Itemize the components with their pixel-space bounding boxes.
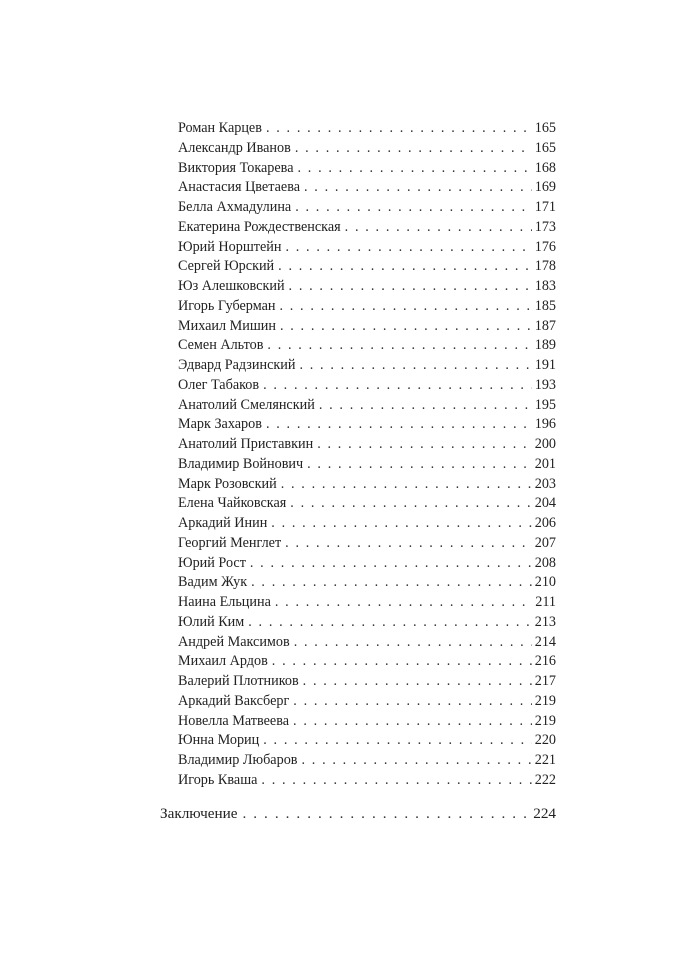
toc-entry-page-number: 203 — [534, 475, 556, 492]
toc-entry-title: Сергей Юрский — [178, 258, 275, 275]
toc-entry — [178, 178, 556, 198]
toc-entry — [178, 514, 556, 534]
toc-entry-page-number: 219 — [534, 712, 556, 729]
toc-entry — [178, 198, 556, 218]
toc-entry-page-number: 191 — [534, 357, 556, 373]
dot-leader — [295, 198, 532, 218]
toc-entry-title: Екатерина Рождественская — [178, 218, 341, 235]
dot-leader — [271, 514, 531, 534]
toc-entry-title: Александр Иванов — [178, 139, 291, 156]
toc-entry-title: Вадим Жук — [178, 574, 248, 591]
toc-entry-page-number: 176 — [534, 238, 556, 255]
dot-leader — [345, 218, 532, 238]
dot-leader — [263, 731, 531, 751]
dot-leader — [263, 376, 532, 396]
dot-leader — [280, 317, 532, 337]
dot-leader — [248, 613, 531, 633]
toc-entry-page-number: 220 — [534, 732, 556, 749]
toc-entry-title: Олег Табаков — [178, 376, 260, 393]
toc-entry — [178, 751, 556, 771]
dot-leader — [242, 803, 530, 825]
dot-leader — [285, 534, 532, 554]
toc-entry-page-number: 195 — [534, 396, 556, 413]
toc-entry-page-number: 211 — [535, 594, 556, 610]
toc-entry-title: Марк Захаров — [178, 416, 262, 433]
dot-leader — [290, 494, 531, 514]
toc-entry-title: Михаил Ардов — [178, 653, 268, 670]
toc-entry-title: Андрей Максимов — [178, 633, 290, 650]
toc-entry — [178, 277, 556, 297]
dot-leader — [298, 159, 532, 179]
dot-leader — [293, 712, 532, 732]
dot-leader — [285, 238, 531, 258]
dot-leader — [278, 257, 532, 277]
toc-entry-page-number: 185 — [534, 297, 556, 314]
toc-entry — [178, 297, 556, 317]
toc-entry-page-number: 204 — [534, 495, 556, 512]
toc-entry-title: Анатолий Приставкин — [178, 436, 314, 452]
toc-entry — [178, 356, 556, 376]
toc-entry-page-number: 187 — [534, 317, 556, 334]
toc-entry — [178, 672, 556, 692]
dot-leader — [304, 178, 532, 198]
toc-entry-title: Владимир Войнович — [178, 455, 304, 472]
toc-entry-page-number: 217 — [534, 673, 556, 689]
toc-entry-page-number: 213 — [534, 613, 556, 630]
toc-entry — [178, 633, 556, 653]
toc-entry-page-number: 208 — [534, 554, 556, 571]
toc-entry-title: Елена Чайковская — [178, 495, 287, 512]
toc-entry-title: Анастасия Цветаева — [178, 179, 301, 196]
toc-entry — [178, 593, 556, 613]
toc-entry-page-number: 169 — [534, 179, 556, 196]
toc-entry — [178, 573, 556, 593]
toc-entry-conclusion — [160, 803, 556, 825]
toc-entry — [178, 455, 556, 475]
toc-entry — [178, 692, 556, 712]
toc-entry-title: Валерий Плотников — [178, 673, 299, 689]
toc-entry-page-number: 193 — [534, 376, 556, 393]
toc-entry-page-number: 173 — [534, 218, 556, 235]
dot-leader — [250, 554, 532, 574]
toc-entry-page-number: 224 — [533, 805, 556, 822]
toc-entry-title: Наина Ельцина — [178, 594, 271, 610]
dot-leader — [317, 435, 532, 455]
toc-entry — [178, 317, 556, 337]
toc-entry — [178, 712, 556, 732]
dot-leader — [267, 336, 531, 356]
toc-entry-title: Заключение — [160, 805, 238, 822]
toc-entry — [178, 731, 556, 751]
toc-entry-title: Игорь Кваша — [178, 771, 258, 788]
dot-leader — [294, 633, 532, 653]
dot-leader — [275, 593, 532, 613]
toc-entry — [178, 396, 556, 416]
toc-entry-page-number: 210 — [534, 574, 556, 591]
toc-entry — [178, 119, 556, 139]
toc-entry — [178, 415, 556, 435]
dot-leader — [266, 119, 532, 139]
toc-entry-page-number: 165 — [534, 139, 556, 156]
toc-entry — [178, 554, 556, 574]
toc-entry-title: Роман Карцев — [178, 120, 262, 136]
toc-entry-title: Белла Ахмадулина — [178, 199, 292, 215]
toc-entry-page-number: 168 — [534, 159, 556, 176]
toc-entry — [178, 475, 556, 495]
toc-entry-page-number: 171 — [534, 199, 556, 215]
toc-entry — [178, 652, 556, 672]
toc-entry-page-number: 216 — [534, 653, 556, 670]
toc-entry — [178, 238, 556, 258]
toc-entry-title: Анатолий Смелянский — [178, 396, 315, 413]
toc-entry — [178, 494, 556, 514]
toc-entry-title: Юнна Мориц — [178, 732, 260, 749]
toc-entry-page-number: 178 — [534, 258, 556, 275]
dot-leader — [251, 573, 532, 593]
toc-entry — [178, 613, 556, 633]
toc-entry — [178, 771, 556, 791]
toc-entry-title: Юлий Ким — [178, 613, 245, 630]
toc-entry — [178, 257, 556, 277]
dot-leader — [272, 652, 532, 672]
toc-entry-page-number: 189 — [534, 337, 556, 354]
toc-entry-page-number: 206 — [534, 515, 556, 531]
toc-entry-page-number: 200 — [534, 436, 556, 452]
toc-entry-title: Эдвард Радзинский — [178, 357, 296, 373]
toc-entry — [178, 376, 556, 396]
dot-leader — [279, 297, 531, 317]
toc-entry-title: Юз Алешковский — [178, 278, 285, 294]
toc-entry-page-number: 219 — [534, 692, 556, 709]
table-of-contents — [178, 119, 556, 791]
dot-leader — [319, 396, 532, 416]
toc-entry-page-number: 207 — [534, 534, 556, 551]
dot-leader — [307, 455, 532, 475]
dot-leader — [293, 692, 531, 712]
dot-leader — [266, 415, 532, 435]
toc-entry-title: Юрий Норштейн — [178, 238, 282, 255]
toc-entry-page-number: 196 — [534, 416, 556, 433]
toc-entry — [178, 435, 556, 455]
toc-entry-page-number: 222 — [534, 771, 556, 788]
dot-leader — [299, 356, 531, 376]
toc-entry-title: Аркадий Инин — [178, 515, 268, 531]
toc-entry-title: Владимир Любаров — [178, 752, 298, 768]
toc-entry-title: Михаил Мишин — [178, 317, 276, 334]
toc-entry — [178, 534, 556, 554]
toc-entry-page-number: 221 — [534, 752, 556, 768]
dot-leader — [303, 672, 532, 692]
toc-entry-title: Юрий Рост — [178, 554, 246, 571]
toc-entry-title: Виктория Токарева — [178, 159, 294, 176]
dot-leader — [281, 475, 532, 495]
dot-leader — [261, 771, 531, 791]
toc-entry — [178, 159, 556, 179]
toc-entry-title: Игорь Губерман — [178, 297, 276, 314]
toc-entry-title: Новелла Матвеева — [178, 712, 290, 729]
toc-entry-page-number: 214 — [534, 633, 556, 650]
toc-entry-title: Семен Альтов — [178, 337, 264, 354]
toc-entry — [178, 336, 556, 356]
dot-leader — [295, 139, 532, 159]
toc-entry-page-number: 165 — [534, 120, 556, 136]
dot-leader — [289, 277, 532, 297]
toc-entry — [178, 139, 556, 159]
toc-entry-title: Марк Розовский — [178, 475, 277, 492]
dot-leader — [302, 751, 532, 771]
toc-entry — [178, 218, 556, 238]
toc-entry-page-number: 201 — [534, 455, 556, 472]
toc-entry-title: Аркадий Ваксберг — [178, 692, 290, 709]
toc-entry-title: Георгий Менглет — [178, 534, 282, 551]
toc-entry-page-number: 183 — [534, 278, 556, 294]
